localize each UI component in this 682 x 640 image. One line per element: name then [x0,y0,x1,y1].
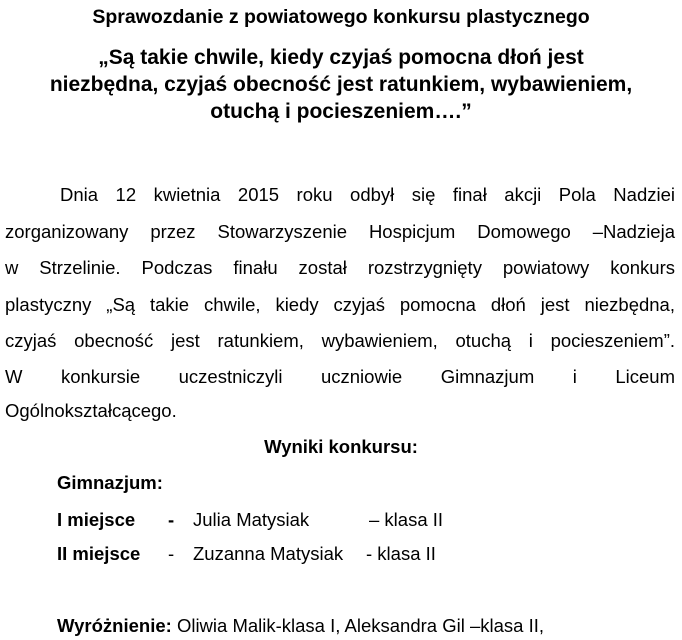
place-label: II miejsce [57,543,141,564]
winner-class: - klasa II [366,543,436,564]
paragraph-line-6: W konkursie uczestniczyli uczniowie Gimnazjum i Liceum [5,366,675,387]
place-label: I miejsce [57,509,136,530]
paragraph-line-2: zorganizowany przez Stowarzyszenie Hospicjum Domowego –Nadzieja [5,221,675,242]
winner-name: Julia Matysiak [193,509,310,530]
paragraph-line-3: w Strzelinie. Podczas finału został rozstrzygnięty powiatowy konkurs [5,257,675,278]
gimnazjum-label: Gimnazjum: [57,472,163,493]
subtitle-line-2: niezbędna, czyjaś obecność jest ratunkiem, wybawieniem, [49,73,633,96]
distinction-label: Wyróżnienie: [57,615,172,636]
winner-name: Zuzanna Matysiak [193,543,344,564]
winner-class: – klasa II [369,509,444,530]
place-dash: - [168,509,175,530]
distinction-text: Oliwia Malik-klasa I, Aleksandra Gil –klasa II, [176,615,544,636]
subtitle-line-3: otuchą i pocieszeniem….” [210,100,472,123]
subtitle-line-1: „Są takie chwile, kiedy czyjaś pomocna dłoń jest [98,46,584,69]
place-dash: - [168,543,175,564]
distinction-line [57,615,544,637]
document-title: Sprawozdanie z powiatowego konkursu plastycznego [92,6,590,28]
paragraph-line-4: plastyczny „Są takie chwile, kiedy czyjaś pomocna dłoń jest niezbędna, [5,294,675,315]
paragraph-line-7: Ogólnokształcącego. [5,400,177,421]
paragraph-line-5: czyjaś obecność jest ratunkiem, wybawieniem, otuchą i pocieszeniem”. [5,330,675,351]
results-heading: Wyniki konkursu: [264,436,418,457]
paragraph-line-1: Dnia 12 kwietnia 2015 roku odbył się finał akcji Pola Nadziei [60,184,675,205]
